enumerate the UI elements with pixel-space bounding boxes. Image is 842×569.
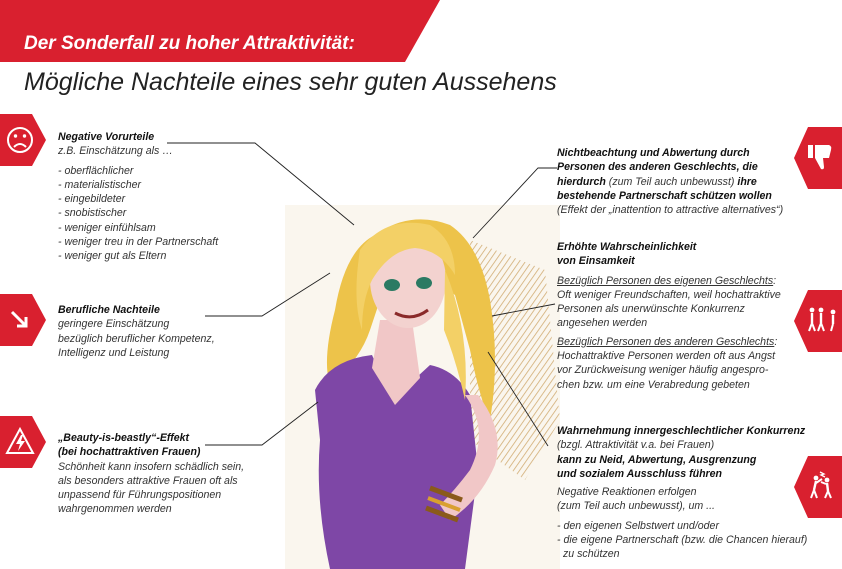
einsamkeit-heading-sub: von Einsamkeit	[557, 255, 635, 268]
vorurteile-intro: z.B. Einschätzung als …	[58, 145, 173, 158]
text-line: Nichtbeachtung und Abwertung durch	[557, 147, 750, 159]
konkurrenz-section	[557, 424, 807, 562]
text-line: Oft weniger Freundschaften, weil hochattraktive	[557, 288, 781, 301]
text-line: kann zu Neid, Abwertung, Ausgrenzung	[557, 453, 757, 466]
text-line: geringere Einschätzung	[58, 318, 170, 331]
text-line: zu schützen	[563, 548, 620, 561]
list-item: - den eigenen Selbstwert und/oder	[557, 519, 807, 533]
text-line: angesehen werden	[557, 317, 648, 330]
text-line: ihre	[737, 175, 757, 188]
text-line: Negative Reaktionen erfolgen	[557, 486, 697, 499]
tab-einsamkeit	[794, 290, 842, 352]
text-line: Personen als unerwünschte Konkurrenz	[557, 303, 745, 316]
text-line: Hochattraktive Personen werden oft aus Angst	[557, 350, 776, 363]
vorurteile-section	[58, 130, 218, 264]
einsamkeit-sub2: Bezüglich Personen des anderen Geschlechts	[557, 335, 775, 348]
list-item: - weniger gut als Eltern	[58, 249, 218, 263]
text-line: chen bzw. um eine Verabredung gebeten	[557, 378, 750, 391]
list-item: - weniger treu in der Partnerschaft	[58, 235, 218, 249]
text-line: unpassend für Führungspositionen	[58, 489, 222, 502]
tab-beauty	[0, 416, 46, 468]
vorurteile-heading: Negative Vorurteile	[58, 131, 155, 143]
konkurrenz-heading: Wahrnehmung innergeschlechtlicher Konkurrenz	[557, 425, 806, 437]
text-line: (zum Teil auch unbewusst)	[605, 175, 738, 188]
nichtbeachtung-section	[557, 146, 783, 217]
einsamkeit-heading: Erhöhte Wahrscheinlichkeit	[557, 241, 697, 253]
beruflich-section	[58, 303, 215, 360]
text-line: vor Zurückweisung weniger häufig angespro-	[557, 364, 769, 377]
text-line: Intelligenz und Leistung	[58, 346, 170, 359]
text-line: (zum Teil auch unbewusst), um ...	[557, 500, 715, 513]
list-item: - die eigene Partnerschaft (bzw. die Chancen hierauf)	[557, 533, 807, 547]
text-line: wahrgenommen werden	[58, 503, 172, 516]
list-item: - weniger einfühlsam	[58, 221, 218, 235]
text-line: und sozialem Ausschluss führen	[557, 467, 723, 480]
text-line: Personen des anderen Geschlechts, die	[557, 161, 758, 174]
beauty-heading: „Beauty-is-beastly“-Effekt	[58, 432, 190, 444]
tab-nichtbeachtung	[794, 127, 842, 189]
beruflich-heading: Berufliche Nachteile	[58, 304, 160, 316]
text-line: als besonders attraktive Frauen oft als	[58, 474, 238, 487]
tab-beruflich	[0, 294, 46, 346]
text-line: Schönheit kann insofern schädlich sein,	[58, 460, 245, 473]
text-line: bestehende Partnerschaft schützen wollen	[557, 189, 772, 202]
list-item: - eingebildeter	[58, 192, 218, 206]
page-title: Der Sonderfall zu hoher Attraktivität:	[24, 33, 355, 54]
beauty-section	[58, 431, 244, 517]
list-item: - oberflächlicher	[58, 164, 218, 178]
text-line: (bzgl. Attraktivität v.a. bei Frauen)	[557, 439, 715, 452]
list-item: - materialistischer	[58, 178, 218, 192]
beauty-heading-sub: (bei hochattraktiven Frauen)	[58, 446, 201, 459]
text-line: (Effekt der „inattention to attractive alternatives“)	[557, 204, 784, 217]
page-subtitle: Mögliche Nachteile eines sehr guten Aussehens	[24, 68, 557, 96]
list-item: - snobistischer	[58, 206, 218, 220]
text-line: hierdurch	[557, 175, 606, 188]
tab-vorurteile	[0, 114, 46, 166]
text-line: bezüglich beruflicher Kompetenz,	[58, 332, 215, 345]
einsamkeit-sub1: Bezüglich Personen des eigenen Geschlechts	[557, 274, 774, 287]
einsamkeit-section: Erhöhte Wahrscheinlichkeit von Einsamkeit Bezüglich Personen des eigenen Geschlechts: Oft weniger Freundschaften, weil hochattraktive Personen als unerwünschte Konkurrenz angesehen werden Bezüglich Personen des anderen Geschlechts: Hochattraktive Personen werden oft aus Angst vor Zurückweisung weniger häufig angespro- chen bzw. um eine Verabredung gebeten	[557, 241, 781, 391]
